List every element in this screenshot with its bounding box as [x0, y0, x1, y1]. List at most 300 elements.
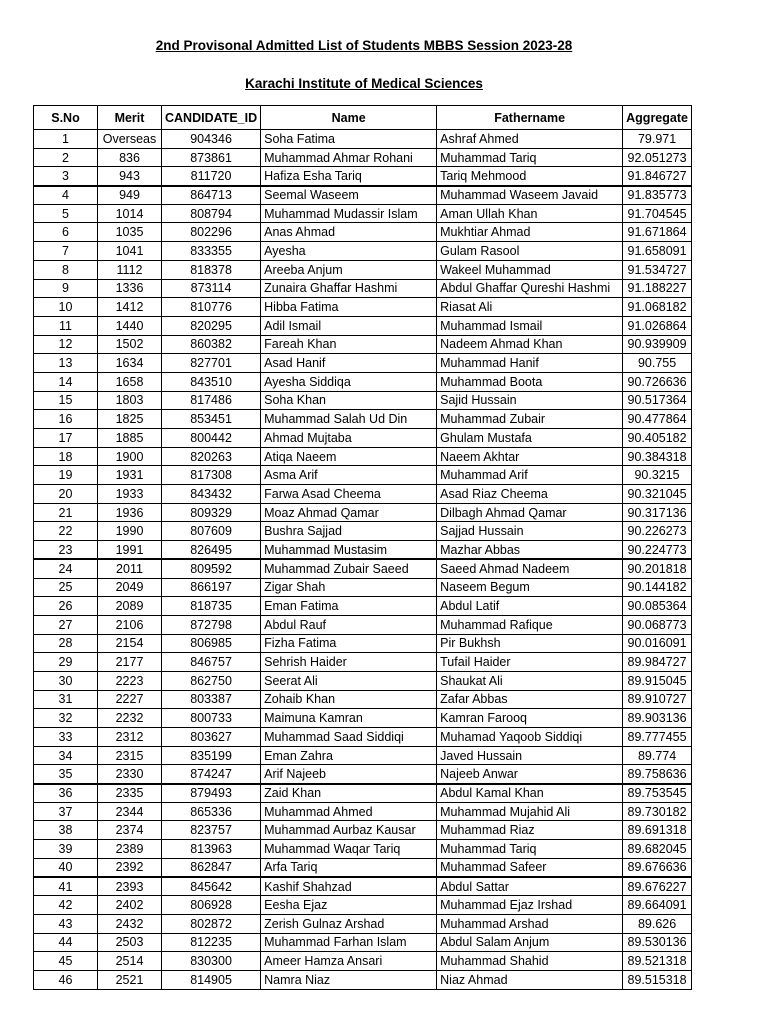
- cell-fathername: Muhammad Riaz: [437, 821, 623, 840]
- table-row: [34, 279, 692, 298]
- cell-aggregate: 92.051273: [623, 148, 692, 167]
- cell-fathername: Muhammad Ejaz Irshad: [437, 896, 623, 915]
- cell-fathername: Muhammad Shahid: [437, 952, 623, 971]
- cell-name: Muhammad Salah Ud Din: [261, 410, 437, 429]
- cell-candidate-id: 813963: [162, 840, 261, 859]
- cell-merit: 1035: [98, 223, 162, 242]
- cell-name: Bushra Sajjad: [261, 522, 437, 541]
- cell-candidate-id: 818735: [162, 597, 261, 616]
- cell-sno: 16: [34, 410, 98, 429]
- cell-sno: 46: [34, 970, 98, 989]
- cell-candidate-id: 808794: [162, 204, 261, 223]
- cell-name: Seerat Ali: [261, 671, 437, 690]
- cell-fathername: Muhammad Arshad: [437, 914, 623, 933]
- table-row: [34, 354, 692, 373]
- cell-candidate-id: 818378: [162, 260, 261, 279]
- cell-candidate-id: 812235: [162, 933, 261, 952]
- cell-candidate-id: 803387: [162, 690, 261, 709]
- table-row: [34, 485, 692, 504]
- cell-candidate-id: 811720: [162, 167, 261, 186]
- table-row: [34, 559, 692, 578]
- cell-aggregate: 90.085364: [623, 597, 692, 616]
- cell-candidate-id: 843510: [162, 372, 261, 391]
- cell-fathername: Muhammad Arif: [437, 466, 623, 485]
- cell-merit: 2521: [98, 970, 162, 989]
- cell-merit: 1900: [98, 447, 162, 466]
- cell-name: Zohaib Khan: [261, 690, 437, 709]
- cell-fathername: Muhammad Tariq: [437, 840, 623, 859]
- cell-merit: 1412: [98, 298, 162, 317]
- cell-aggregate: 90.201818: [623, 559, 692, 578]
- cell-fathername: Mazhar Abbas: [437, 541, 623, 560]
- table-row: [34, 653, 692, 672]
- cell-aggregate: 91.846727: [623, 167, 692, 186]
- header-aggregate: Aggregate: [623, 106, 692, 130]
- cell-candidate-id: 800733: [162, 709, 261, 728]
- cell-name: Namra Niaz: [261, 970, 437, 989]
- cell-name: Sehrish Haider: [261, 653, 437, 672]
- table-row: [34, 840, 692, 859]
- cell-name: Eman Zahra: [261, 746, 437, 765]
- cell-candidate-id: 817486: [162, 391, 261, 410]
- cell-sno: 38: [34, 821, 98, 840]
- cell-name: Kashif Shahzad: [261, 877, 437, 896]
- cell-sno: 19: [34, 466, 98, 485]
- cell-sno: 41: [34, 877, 98, 896]
- cell-fathername: Abdul Kamal Khan: [437, 784, 623, 803]
- cell-merit: 1041: [98, 242, 162, 261]
- cell-name: Ahmad Mujtaba: [261, 429, 437, 448]
- cell-candidate-id: 843432: [162, 485, 261, 504]
- cell-name: Muhammad Farhan Islam: [261, 933, 437, 952]
- cell-fathername: Kamran Farooq: [437, 709, 623, 728]
- cell-sno: 13: [34, 354, 98, 373]
- cell-sno: 1: [34, 130, 98, 149]
- cell-sno: 18: [34, 447, 98, 466]
- cell-aggregate: 90.384318: [623, 447, 692, 466]
- table-row: [34, 933, 692, 952]
- cell-name: Soha Fatima: [261, 130, 437, 149]
- cell-candidate-id: 853451: [162, 410, 261, 429]
- cell-fathername: Riasat Ali: [437, 298, 623, 317]
- cell-sno: 14: [34, 372, 98, 391]
- cell-aggregate: 91.835773: [623, 186, 692, 205]
- cell-sno: 22: [34, 522, 98, 541]
- cell-sno: 6: [34, 223, 98, 242]
- cell-fathername: Najeeb Anwar: [437, 765, 623, 784]
- table-row: [34, 204, 692, 223]
- header-name: Name: [261, 106, 437, 130]
- cell-name: Zigar Shah: [261, 578, 437, 597]
- table-row: [34, 728, 692, 747]
- table-row: [34, 260, 692, 279]
- cell-merit: 1658: [98, 372, 162, 391]
- cell-name: Muhammad Mudassir Islam: [261, 204, 437, 223]
- table-row: [34, 746, 692, 765]
- table-row: [34, 802, 692, 821]
- cell-candidate-id: 802872: [162, 914, 261, 933]
- cell-sno: 31: [34, 690, 98, 709]
- cell-merit: Overseas: [98, 130, 162, 149]
- cell-fathername: Javed Hussain: [437, 746, 623, 765]
- cell-merit: 2223: [98, 671, 162, 690]
- cell-candidate-id: 862847: [162, 858, 261, 877]
- cell-merit: 1112: [98, 260, 162, 279]
- cell-aggregate: 89.915045: [623, 671, 692, 690]
- table-row: [34, 634, 692, 653]
- cell-name: Zaid Khan: [261, 784, 437, 803]
- cell-name: Hibba Fatima: [261, 298, 437, 317]
- cell-name: Areeba Anjum: [261, 260, 437, 279]
- header-sno: S.No: [34, 106, 98, 130]
- cell-aggregate: 90.477864: [623, 410, 692, 429]
- table-row: [34, 952, 692, 971]
- cell-candidate-id: 802296: [162, 223, 261, 242]
- cell-candidate-id: 833355: [162, 242, 261, 261]
- cell-candidate-id: 874247: [162, 765, 261, 784]
- cell-sno: 44: [34, 933, 98, 952]
- cell-name: Moaz Ahmad Qamar: [261, 503, 437, 522]
- cell-name: Muhammad Saad Siddiqi: [261, 728, 437, 747]
- cell-merit: 2503: [98, 933, 162, 952]
- cell-sno: 24: [34, 559, 98, 578]
- table-row: [34, 372, 692, 391]
- cell-name: Muhammad Ahmar Rohani: [261, 148, 437, 167]
- cell-name: Muhammad Waqar Tariq: [261, 840, 437, 859]
- table-row: [34, 541, 692, 560]
- cell-merit: 1014: [98, 204, 162, 223]
- cell-aggregate: 89.777455: [623, 728, 692, 747]
- cell-merit: 2402: [98, 896, 162, 915]
- cell-name: Eman Fatima: [261, 597, 437, 616]
- cell-merit: 2232: [98, 709, 162, 728]
- cell-merit: 2344: [98, 802, 162, 821]
- cell-name: Zunaira Ghaffar Hashmi: [261, 279, 437, 298]
- table-row: [34, 466, 692, 485]
- table-row: [34, 709, 692, 728]
- cell-name: Asad Hanif: [261, 354, 437, 373]
- cell-sno: 32: [34, 709, 98, 728]
- header-merit: Merit: [98, 106, 162, 130]
- cell-aggregate: 91.671864: [623, 223, 692, 242]
- cell-candidate-id: 803627: [162, 728, 261, 747]
- table-row: [34, 784, 692, 803]
- cell-name: Muhammad Zubair Saeed: [261, 559, 437, 578]
- cell-name: Ayesha Siddiqa: [261, 372, 437, 391]
- table-body: [34, 130, 692, 990]
- cell-aggregate: 90.517364: [623, 391, 692, 410]
- cell-sno: 35: [34, 765, 98, 784]
- table-row: [34, 242, 692, 261]
- cell-aggregate: 91.704545: [623, 204, 692, 223]
- cell-merit: 2393: [98, 877, 162, 896]
- cell-sno: 27: [34, 615, 98, 634]
- cell-aggregate: 89.910727: [623, 690, 692, 709]
- cell-merit: 1634: [98, 354, 162, 373]
- cell-merit: 1803: [98, 391, 162, 410]
- table-row: [34, 896, 692, 915]
- cell-name: Asma Arif: [261, 466, 437, 485]
- cell-sno: 23: [34, 541, 98, 560]
- cell-aggregate: 89.682045: [623, 840, 692, 859]
- cell-candidate-id: 865336: [162, 802, 261, 821]
- cell-merit: 2049: [98, 578, 162, 597]
- cell-fathername: Saeed Ahmad Nadeem: [437, 559, 623, 578]
- cell-merit: 2335: [98, 784, 162, 803]
- cell-fathername: Aman Ullah Khan: [437, 204, 623, 223]
- cell-aggregate: 91.068182: [623, 298, 692, 317]
- cell-candidate-id: 807609: [162, 522, 261, 541]
- table-row: [34, 410, 692, 429]
- cell-name: Abdul Rauf: [261, 615, 437, 634]
- cell-aggregate: 89.664091: [623, 896, 692, 915]
- cell-candidate-id: 873861: [162, 148, 261, 167]
- cell-candidate-id: 800442: [162, 429, 261, 448]
- table-row: [34, 335, 692, 354]
- cell-aggregate: 89.758636: [623, 765, 692, 784]
- cell-sno: 8: [34, 260, 98, 279]
- header-candidate-id: CANDIDATE_ID: [162, 106, 261, 130]
- cell-aggregate: 91.188227: [623, 279, 692, 298]
- cell-candidate-id: 820295: [162, 316, 261, 335]
- cell-fathername: Zafar Abbas: [437, 690, 623, 709]
- cell-candidate-id: 873114: [162, 279, 261, 298]
- admission-list-table: [33, 105, 692, 990]
- cell-merit: 2177: [98, 653, 162, 672]
- cell-aggregate: 90.068773: [623, 615, 692, 634]
- cell-merit: 1936: [98, 503, 162, 522]
- cell-name: Hafiza Esha Tariq: [261, 167, 437, 186]
- cell-fathername: Muhammad Zubair: [437, 410, 623, 429]
- cell-sno: 25: [34, 578, 98, 597]
- cell-sno: 4: [34, 186, 98, 205]
- cell-sno: 26: [34, 597, 98, 616]
- cell-candidate-id: 814905: [162, 970, 261, 989]
- cell-name: Zerish Gulnaz Arshad: [261, 914, 437, 933]
- cell-fathername: Ghulam Mustafa: [437, 429, 623, 448]
- cell-name: Muhammad Aurbaz Kausar: [261, 821, 437, 840]
- cell-aggregate: 89.691318: [623, 821, 692, 840]
- cell-sno: 42: [34, 896, 98, 915]
- cell-merit: 836: [98, 148, 162, 167]
- cell-candidate-id: 866197: [162, 578, 261, 597]
- cell-candidate-id: 846757: [162, 653, 261, 672]
- cell-fathername: Shaukat Ali: [437, 671, 623, 690]
- table-header-row: [34, 106, 692, 130]
- table-row: [34, 223, 692, 242]
- cell-sno: 34: [34, 746, 98, 765]
- cell-name: Fizha Fatima: [261, 634, 437, 653]
- cell-sno: 12: [34, 335, 98, 354]
- cell-aggregate: 79.971: [623, 130, 692, 149]
- cell-merit: 2011: [98, 559, 162, 578]
- cell-fathername: Wakeel Muhammad: [437, 260, 623, 279]
- cell-fathername: Pir Bukhsh: [437, 634, 623, 653]
- institute-name: Karachi Institute of Medical Sciences: [245, 76, 483, 91]
- cell-aggregate: 89.521318: [623, 952, 692, 971]
- cell-name: Ayesha: [261, 242, 437, 261]
- table-row: [34, 298, 692, 317]
- cell-candidate-id: 879493: [162, 784, 261, 803]
- cell-name: Arif Najeeb: [261, 765, 437, 784]
- cell-sno: 43: [34, 914, 98, 933]
- cell-aggregate: 89.676227: [623, 877, 692, 896]
- cell-fathername: Muhammad Mujahid Ali: [437, 802, 623, 821]
- cell-fathername: Abdul Ghaffar Qureshi Hashmi: [437, 279, 623, 298]
- cell-candidate-id: 809329: [162, 503, 261, 522]
- table-row: [34, 578, 692, 597]
- cell-name: Fareah Khan: [261, 335, 437, 354]
- cell-candidate-id: 817308: [162, 466, 261, 485]
- cell-name: Atiqa Naeem: [261, 447, 437, 466]
- cell-aggregate: 90.226273: [623, 522, 692, 541]
- cell-sno: 37: [34, 802, 98, 821]
- cell-sno: 30: [34, 671, 98, 690]
- cell-aggregate: 89.676636: [623, 858, 692, 877]
- cell-aggregate: 90.321045: [623, 485, 692, 504]
- cell-candidate-id: 845642: [162, 877, 261, 896]
- cell-sno: 11: [34, 316, 98, 335]
- cell-merit: 2330: [98, 765, 162, 784]
- cell-candidate-id: 806928: [162, 896, 261, 915]
- cell-sno: 2: [34, 148, 98, 167]
- cell-name: Soha Khan: [261, 391, 437, 410]
- cell-candidate-id: 872798: [162, 615, 261, 634]
- cell-sno: 29: [34, 653, 98, 672]
- table-row: [34, 429, 692, 448]
- cell-merit: 2514: [98, 952, 162, 971]
- cell-aggregate: 89.753545: [623, 784, 692, 803]
- cell-merit: 2089: [98, 597, 162, 616]
- cell-fathername: Muhamad Yaqoob Siddiqi: [437, 728, 623, 747]
- table-row: [34, 877, 692, 896]
- cell-aggregate: 91.534727: [623, 260, 692, 279]
- cell-sno: 45: [34, 952, 98, 971]
- cell-fathername: Muhammad Hanif: [437, 354, 623, 373]
- cell-aggregate: 89.530136: [623, 933, 692, 952]
- cell-candidate-id: 826495: [162, 541, 261, 560]
- cell-merit: 1885: [98, 429, 162, 448]
- cell-candidate-id: 860382: [162, 335, 261, 354]
- cell-name: Anas Ahmad: [261, 223, 437, 242]
- cell-aggregate: 90.726636: [623, 372, 692, 391]
- cell-merit: 2106: [98, 615, 162, 634]
- cell-sno: 28: [34, 634, 98, 653]
- cell-candidate-id: 830300: [162, 952, 261, 971]
- table-row: [34, 858, 692, 877]
- cell-fathername: Tufail Haider: [437, 653, 623, 672]
- cell-merit: 2392: [98, 858, 162, 877]
- cell-aggregate: 90.755: [623, 354, 692, 373]
- cell-candidate-id: 809592: [162, 559, 261, 578]
- cell-name: Seemal Waseem: [261, 186, 437, 205]
- table-row: [34, 316, 692, 335]
- cell-fathername: Muhammad Waseem Javaid: [437, 186, 623, 205]
- table-row: [34, 186, 692, 205]
- cell-fathername: Ashraf Ahmed: [437, 130, 623, 149]
- cell-sno: 39: [34, 840, 98, 859]
- cell-aggregate: 91.026864: [623, 316, 692, 335]
- cell-fathername: Muhammad Rafique: [437, 615, 623, 634]
- cell-aggregate: 89.515318: [623, 970, 692, 989]
- table-row: [34, 447, 692, 466]
- cell-name: Eesha Ejaz: [261, 896, 437, 915]
- cell-merit: 943: [98, 167, 162, 186]
- cell-merit: 1933: [98, 485, 162, 504]
- cell-aggregate: 89.626: [623, 914, 692, 933]
- cell-merit: 2154: [98, 634, 162, 653]
- cell-name: Arfa Tariq: [261, 858, 437, 877]
- cell-sno: 7: [34, 242, 98, 261]
- cell-fathername: Sajjad Hussain: [437, 522, 623, 541]
- table-row: [34, 821, 692, 840]
- cell-merit: 949: [98, 186, 162, 205]
- table-row: [34, 167, 692, 186]
- cell-fathername: Abdul Latif: [437, 597, 623, 616]
- cell-merit: 2227: [98, 690, 162, 709]
- cell-fathername: Mukhtiar Ahmad: [437, 223, 623, 242]
- cell-merit: 2315: [98, 746, 162, 765]
- table-row: [34, 690, 692, 709]
- cell-sno: 10: [34, 298, 98, 317]
- cell-name: Maimuna Kamran: [261, 709, 437, 728]
- cell-fathername: Nadeem Ahmad Khan: [437, 335, 623, 354]
- cell-sno: 20: [34, 485, 98, 504]
- cell-merit: 1990: [98, 522, 162, 541]
- cell-name: Muhammad Mustasim: [261, 541, 437, 560]
- cell-fathername: Niaz Ahmad: [437, 970, 623, 989]
- cell-fathername: Asad Riaz Cheema: [437, 485, 623, 504]
- cell-candidate-id: 827701: [162, 354, 261, 373]
- cell-sno: 33: [34, 728, 98, 747]
- cell-fathername: Naseem Begum: [437, 578, 623, 597]
- cell-merit: 1502: [98, 335, 162, 354]
- cell-fathername: Tariq Mehmood: [437, 167, 623, 186]
- table-row: [34, 615, 692, 634]
- cell-merit: 1336: [98, 279, 162, 298]
- cell-name: Ameer Hamza Ansari: [261, 952, 437, 971]
- cell-aggregate: 89.774: [623, 746, 692, 765]
- cell-aggregate: 89.903136: [623, 709, 692, 728]
- table-row: [34, 765, 692, 784]
- cell-candidate-id: 823757: [162, 821, 261, 840]
- cell-aggregate: 89.984727: [623, 653, 692, 672]
- cell-aggregate: 89.730182: [623, 802, 692, 821]
- cell-sno: 21: [34, 503, 98, 522]
- cell-aggregate: 90.3215: [623, 466, 692, 485]
- cell-candidate-id: 820263: [162, 447, 261, 466]
- cell-sno: 36: [34, 784, 98, 803]
- cell-merit: 2312: [98, 728, 162, 747]
- table-row: [34, 597, 692, 616]
- cell-sno: 5: [34, 204, 98, 223]
- cell-name: Adil Ismail: [261, 316, 437, 335]
- cell-fathername: Abdul Sattar: [437, 877, 623, 896]
- cell-candidate-id: 835199: [162, 746, 261, 765]
- cell-fathername: Dilbagh Ahmad Qamar: [437, 503, 623, 522]
- cell-name: Farwa Asad Cheema: [261, 485, 437, 504]
- cell-sno: 3: [34, 167, 98, 186]
- table-row: [34, 503, 692, 522]
- table-row: [34, 391, 692, 410]
- cell-merit: 2374: [98, 821, 162, 840]
- cell-name: Muhammad Ahmed: [261, 802, 437, 821]
- cell-aggregate: 90.016091: [623, 634, 692, 653]
- table-row: [34, 522, 692, 541]
- header-fathername: Fathername: [437, 106, 623, 130]
- table-row: [34, 130, 692, 149]
- table-row: [34, 671, 692, 690]
